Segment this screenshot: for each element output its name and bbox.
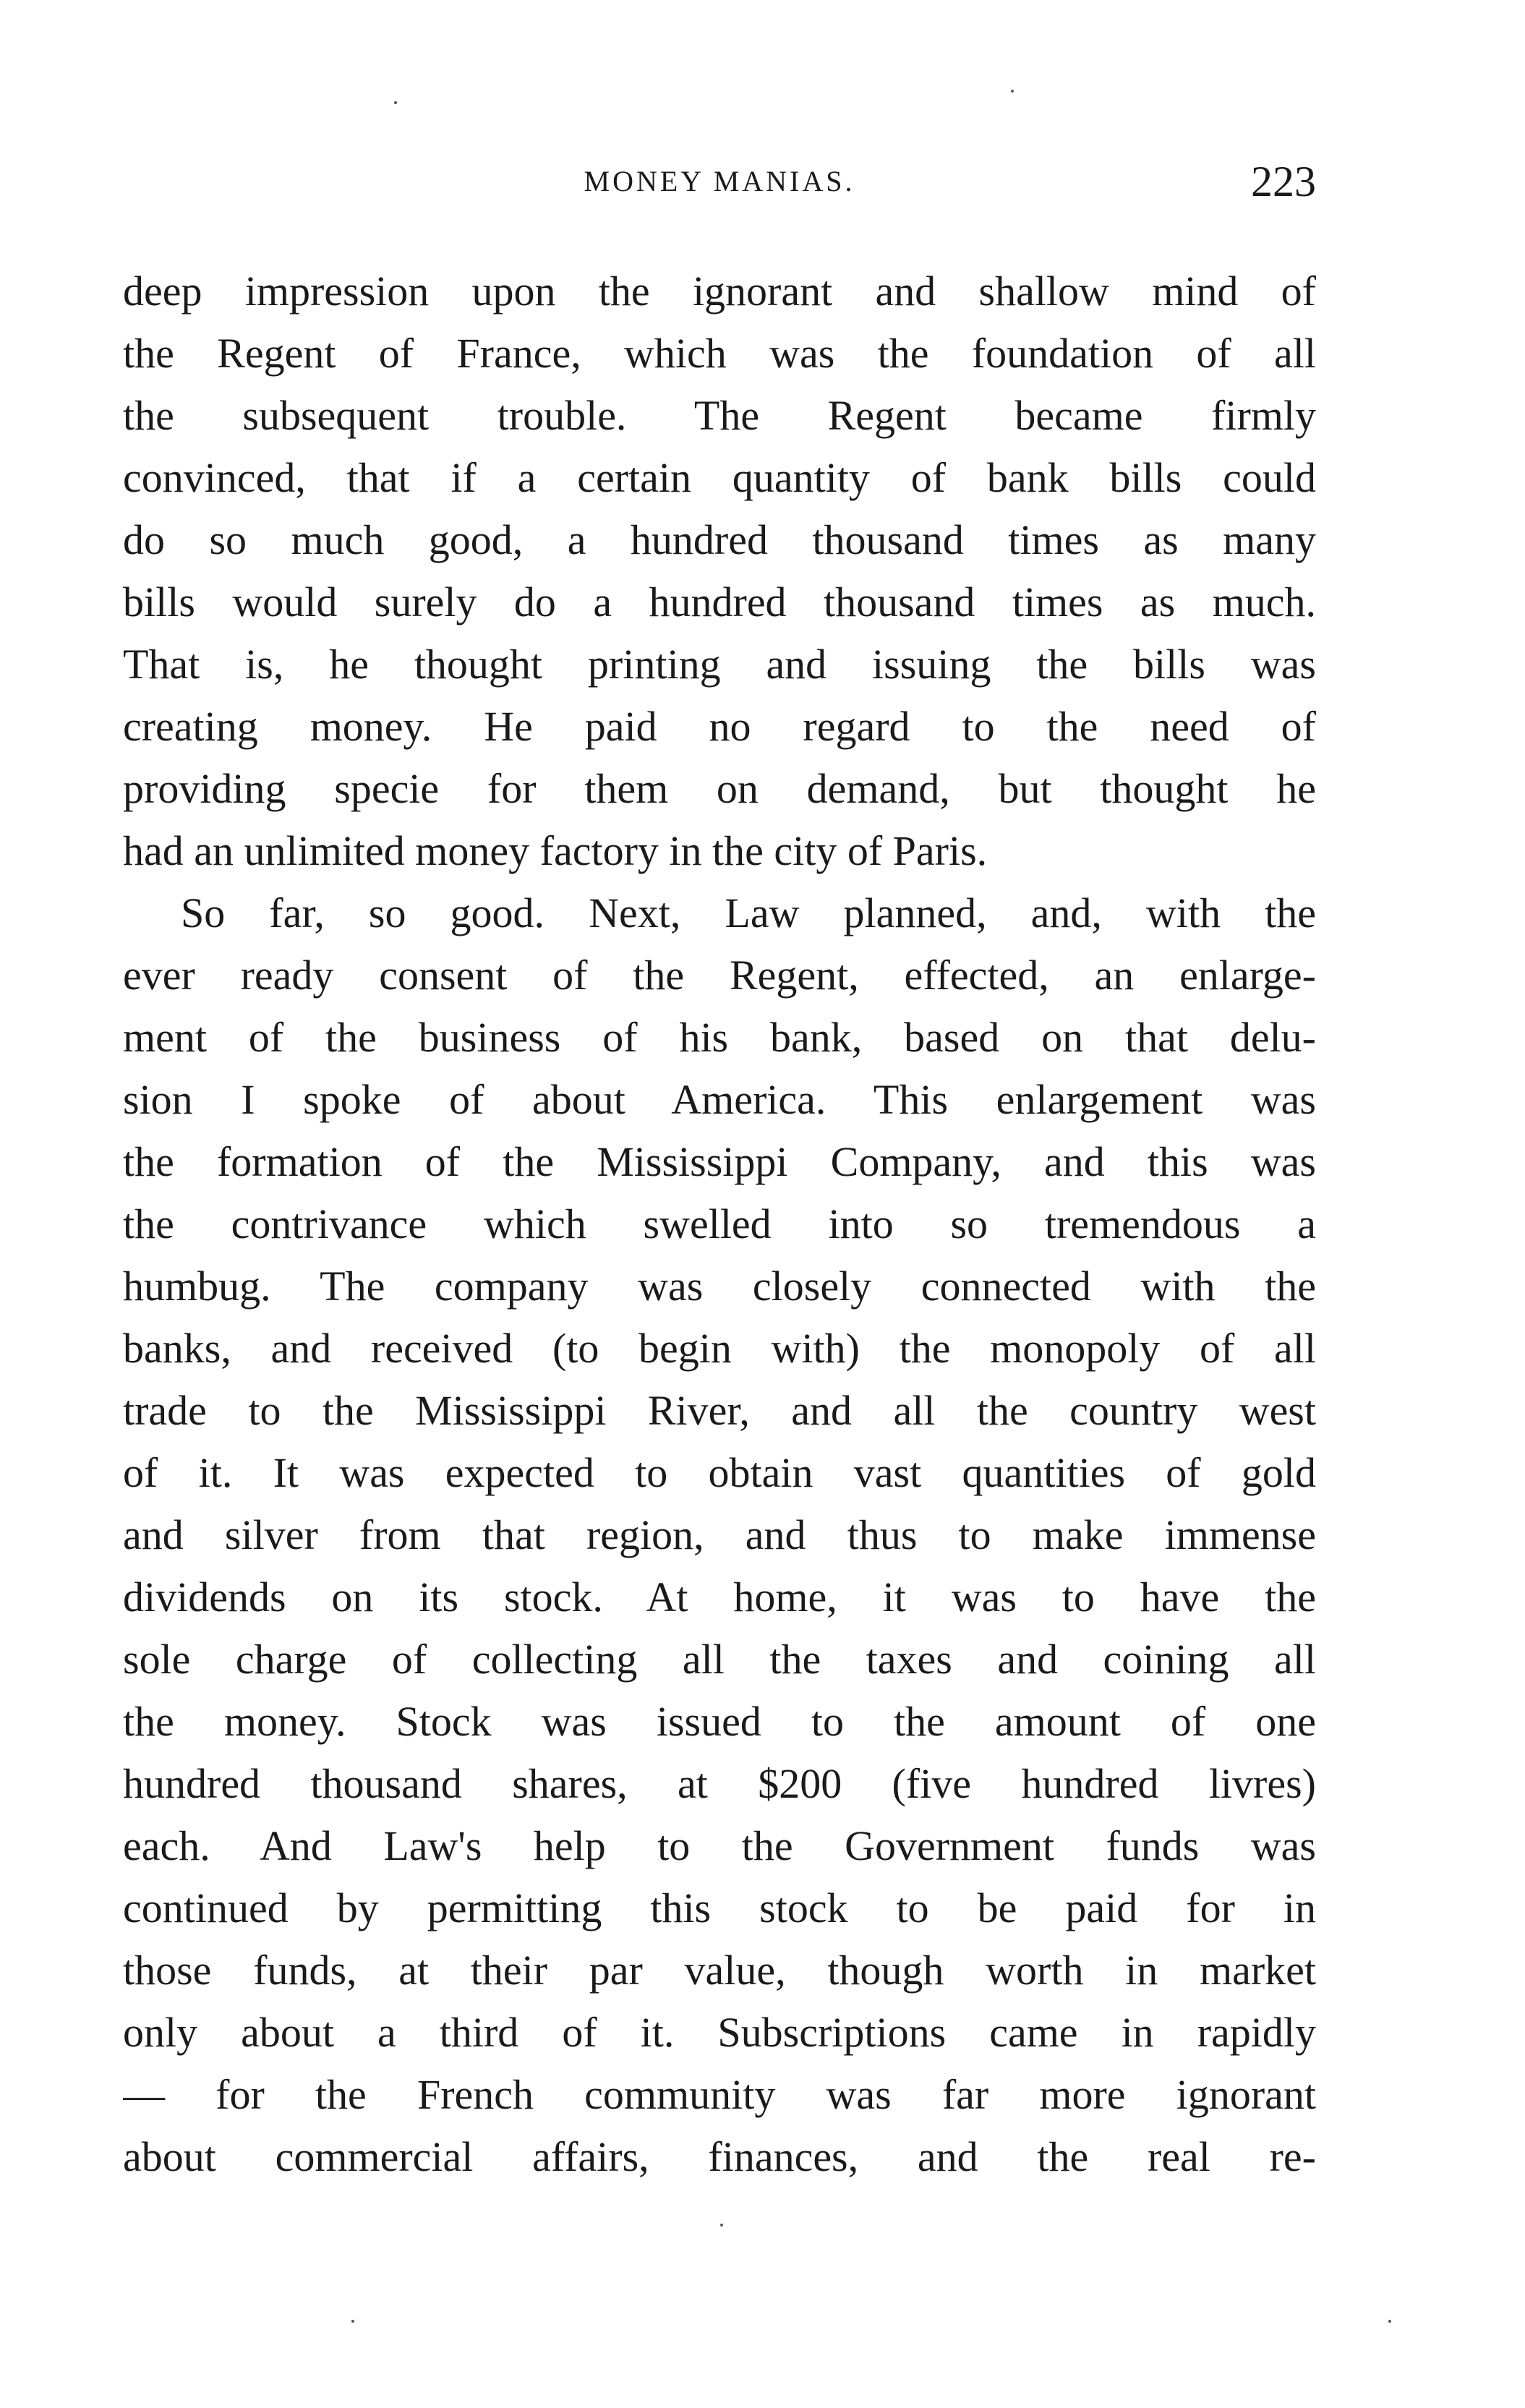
- paragraph: [123, 882, 1316, 2188]
- text-line: creating money. He paid no regard to the need of: [123, 703, 1316, 750]
- text-line: So far, so good. Next, Law planned, and, with the: [181, 889, 1316, 936]
- print-speck: [1388, 2320, 1391, 2323]
- text-line: about commercial affairs, finances, and the real re-: [123, 2133, 1316, 2180]
- text-line: had an unlimited money factory in the city of Paris.: [123, 827, 988, 874]
- text-line: the contrivance which swelled into so tremendous a: [123, 1200, 1316, 1247]
- text-line: sole charge of collecting all the taxes and coining all: [123, 1636, 1316, 1683]
- text-line: and silver from that region, and thus to make immense: [123, 1511, 1316, 1558]
- text-line: the subsequent trouble. The Regent became firmly: [123, 392, 1316, 439]
- text-line: providing specie for them on demand, but thought he: [123, 765, 1316, 812]
- text-line: do so much good, a hundred thousand times as many: [123, 516, 1316, 563]
- text-line: each. And Law's help to the Government funds was: [123, 1822, 1316, 1869]
- text-line: those funds, at their par value, though worth in market: [123, 1947, 1316, 1994]
- text-line: deep impression upon the ignorant and shallow mind of: [123, 268, 1316, 315]
- running-head: MONEY MANIAS.: [584, 165, 855, 197]
- page-number: 223: [1251, 158, 1316, 205]
- text-line: banks, and received (to begin with) the monopoly of all: [123, 1325, 1316, 1372]
- text-line: of it. It was expected to obtain vast quantities of gold: [123, 1449, 1316, 1496]
- body-text: [123, 260, 1316, 2188]
- text-line: continued by permitting this stock to be paid for in: [123, 1884, 1316, 1931]
- text-line: hundred thousand shares, at $200 (five hundred livres): [123, 1760, 1316, 1807]
- print-speck: [351, 2320, 354, 2323]
- print-speck: [1011, 90, 1014, 93]
- text-line: the formation of the Mississippi Company, and this was: [123, 1138, 1316, 1185]
- text-line: the money. Stock was issued to the amount of one: [123, 1698, 1316, 1745]
- text-line: dividends on its stock. At home, it was to have the: [123, 1574, 1316, 1621]
- paragraph: [123, 260, 1316, 882]
- print-speck: [720, 2224, 723, 2226]
- text-line: trade to the Mississippi River, and all the country west: [123, 1387, 1316, 1434]
- print-speck: [394, 101, 397, 104]
- text-line: humbug. The company was closely connected with the: [123, 1263, 1316, 1310]
- text-line: That is, he thought printing and issuing the bills was: [123, 641, 1316, 688]
- text-line: sion I spoke of about America. This enlargement was: [123, 1076, 1316, 1123]
- text-line: convinced, that if a certain quantity of bank bills could: [123, 454, 1316, 501]
- page-header: [123, 149, 1316, 214]
- text-line: ment of the business of his bank, based on that delu-: [123, 1014, 1316, 1061]
- text-line: ever ready consent of the Regent, effected, an enlarge-: [123, 952, 1316, 999]
- text-line: — for the French community was far more ignorant: [123, 2071, 1316, 2118]
- text-line: only about a third of it. Subscriptions came in rapidly: [123, 2009, 1316, 2056]
- text-line: the Regent of France, which was the foundation of all: [123, 330, 1316, 377]
- text-line: bills would surely do a hundred thousand times as much.: [123, 578, 1316, 626]
